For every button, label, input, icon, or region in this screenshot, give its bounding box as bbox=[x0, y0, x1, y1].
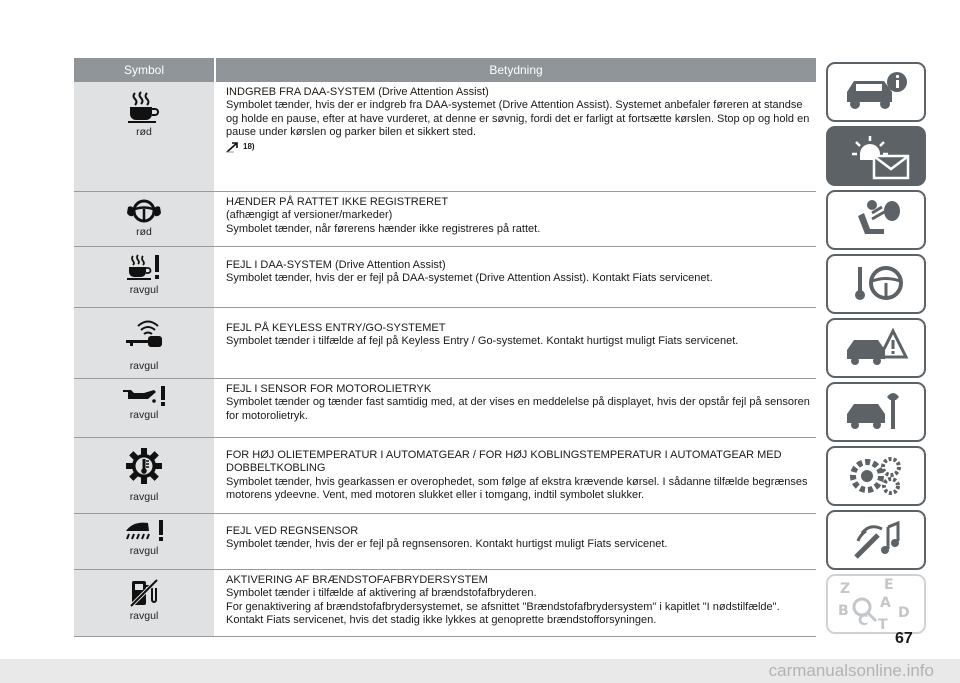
row-text: Symbolet tænder og tænder fast samtidig med, at der vises en meddelelse på displayet, hvis der opstår fejl på sensoren for motorolietryk. bbox=[226, 396, 810, 422]
table-row bbox=[74, 570, 816, 637]
symbol-cell bbox=[74, 82, 214, 191]
alphabetical-index-icon bbox=[836, 577, 916, 631]
meaning-column-header: Betydning bbox=[214, 58, 816, 82]
tab-car-info[interactable] bbox=[826, 62, 926, 122]
reference-number: 18) bbox=[243, 142, 255, 152]
symbol-cell bbox=[74, 514, 214, 569]
table-row bbox=[74, 247, 816, 308]
row-title: AKTIVERING AF BRÆNDSTOFAFBRYDERSYSTEM bbox=[226, 574, 488, 586]
tab-technical-data[interactable] bbox=[826, 446, 926, 506]
symbol-column-header: Symbol bbox=[123, 63, 164, 77]
seat-airbag-icon bbox=[846, 197, 906, 243]
tab-multimedia[interactable] bbox=[826, 510, 926, 570]
symbol-cell bbox=[74, 570, 214, 636]
symbol-cell bbox=[74, 438, 214, 513]
oil-can-warning-icon bbox=[121, 385, 167, 407]
description-cell bbox=[214, 438, 816, 513]
warning-light-message-icon bbox=[840, 132, 912, 180]
tab-safety[interactable] bbox=[826, 190, 926, 250]
row-title: FEJL VED REGNSENSOR bbox=[226, 525, 359, 537]
row-title: FEJL PÅ KEYLESS ENTRY/GO-SYSTEMET bbox=[226, 322, 446, 334]
color-label: rød bbox=[136, 226, 152, 238]
row-title: INDGREB FRA DAA-SYSTEM (Drive Attention Assist) bbox=[226, 86, 489, 98]
color-label: ravgul bbox=[129, 491, 159, 503]
row-text: Symbolet tænder, hvis gearkassen er overophedet, som følge af ekstra krævende kørsel. I sådanne tilfælde begrænses motorens ydeevne. Vent, med motoren slukket eller i tomgang, indtil symbolet slukker. bbox=[226, 475, 808, 501]
tab-maintenance[interactable] bbox=[826, 382, 926, 442]
rain-sensor-warning-icon bbox=[123, 519, 165, 543]
tab-start-driving[interactable] bbox=[826, 254, 926, 314]
page-number: 67 bbox=[895, 630, 913, 647]
color-label: ravgul bbox=[129, 610, 159, 622]
warning-lights-table bbox=[74, 58, 816, 637]
row-text: Symbolet tænder i tilfælde af aktivering af brændstofafbryderen. For genaktivering af brændstofafbrydersystemet, se afsnittet "Brændstofafbrydersystem" i kapitlet "I nødstilfælde". Kontakt Fiats servicenet, hvis det stadig ikke lykkes at genoprette brændstofforsyningen. bbox=[226, 587, 780, 626]
row-text: Symbolet tænder i tilfælde af fejl på Keyless Entry / Go-systemet. Kontakt hurtigst muligt Fiats servicenet. bbox=[226, 335, 739, 348]
table-row bbox=[74, 514, 816, 570]
index-letter: Z bbox=[840, 581, 851, 597]
row-text: (afhængigt af versioner/markeder) Symbolet tænder, når førerens hænder ikke registreres på rattet. bbox=[226, 209, 541, 235]
symbol-cell bbox=[74, 247, 214, 307]
color-label: ravgul bbox=[129, 284, 159, 296]
coffee-cup-warning-icon bbox=[126, 254, 162, 282]
index-letter: D bbox=[898, 605, 910, 621]
table-row bbox=[74, 379, 816, 438]
index-letter: C bbox=[858, 613, 869, 629]
multimedia-icon bbox=[846, 517, 906, 563]
index-letter: E bbox=[884, 577, 894, 593]
row-text: Symbolet tænder, hvis der er indgreb fra DAA-systemet (Drive Attention Assist). Systemet anbefaler føreren at standse og holde en pause, efter at have vurderet, at denne er søvnig, fordi det er farligt at fortsætte kørslen. Stop op og hold en pause under kørslen og parker bilen et sikkert sted. bbox=[226, 99, 810, 138]
symbol-cell bbox=[74, 192, 214, 246]
description-cell bbox=[214, 308, 816, 378]
fuel-cutoff-icon bbox=[129, 578, 159, 608]
color-label: ravgul bbox=[129, 545, 159, 557]
watermark[interactable]: carmanualsonline.info bbox=[0, 659, 960, 683]
description-cell bbox=[214, 514, 816, 569]
index-letter: A bbox=[880, 595, 891, 611]
description-cell bbox=[214, 192, 816, 246]
symbol-cell bbox=[74, 379, 214, 437]
row-text: Symbolet tænder, hvis der er fejl på DAA-systemet (Drive Attention Assist). Kontakt Fiats servicenet. bbox=[226, 272, 713, 285]
symbol-cell bbox=[74, 308, 214, 378]
gear-settings-icon bbox=[843, 453, 909, 499]
description-cell bbox=[214, 82, 816, 191]
row-title: FEJL I DAA-SYSTEM (Drive Attention Assist) bbox=[226, 259, 446, 271]
tab-emergency[interactable] bbox=[826, 318, 926, 378]
chapter-sidebar bbox=[826, 62, 926, 638]
tab-index[interactable] bbox=[826, 574, 926, 634]
reference-arrow-icon bbox=[226, 141, 240, 153]
description-cell bbox=[214, 379, 816, 437]
table-row bbox=[74, 82, 816, 192]
row-title: FOR HØJ OLIETEMPERATUR I AUTOMATGEAR / FOR HØJ KOBLINGSTEMPERATUR I AUTOMATGEAR MED DOBBELTKOBLING bbox=[226, 449, 782, 475]
color-label: ravgul bbox=[129, 409, 159, 421]
color-label: ravgul bbox=[129, 360, 159, 372]
row-title: FEJL I SENSOR FOR MOTOROLIETRYK bbox=[226, 383, 432, 395]
index-letter: B bbox=[838, 603, 849, 619]
car-info-icon bbox=[841, 70, 911, 114]
index-letter: T bbox=[878, 617, 888, 631]
keyless-key-icon bbox=[124, 316, 164, 350]
key-steering-wheel-icon bbox=[846, 261, 906, 307]
car-triangle-icon bbox=[843, 325, 909, 371]
table-header bbox=[74, 58, 816, 82]
coffee-cup-icon bbox=[126, 90, 162, 124]
row-title: HÆNDER PÅ RATTET IKKE REGISTRERET bbox=[226, 196, 449, 208]
car-wrench-icon bbox=[843, 389, 909, 435]
color-label: rød bbox=[136, 126, 152, 138]
hands-on-steering-wheel-icon bbox=[126, 198, 162, 224]
table-row bbox=[74, 192, 816, 247]
description-cell bbox=[214, 247, 816, 307]
tab-warning-lights[interactable] bbox=[826, 126, 926, 186]
description-cell bbox=[214, 570, 816, 636]
row-text: Symbolet tænder, hvis der er fejl på regnsensoren. Kontakt hurtigst muligt Fiats servicenet. bbox=[226, 538, 668, 551]
table-row bbox=[74, 308, 816, 379]
reference-note bbox=[226, 140, 816, 153]
table-row bbox=[74, 438, 816, 514]
gear-temperature-icon bbox=[125, 447, 163, 485]
